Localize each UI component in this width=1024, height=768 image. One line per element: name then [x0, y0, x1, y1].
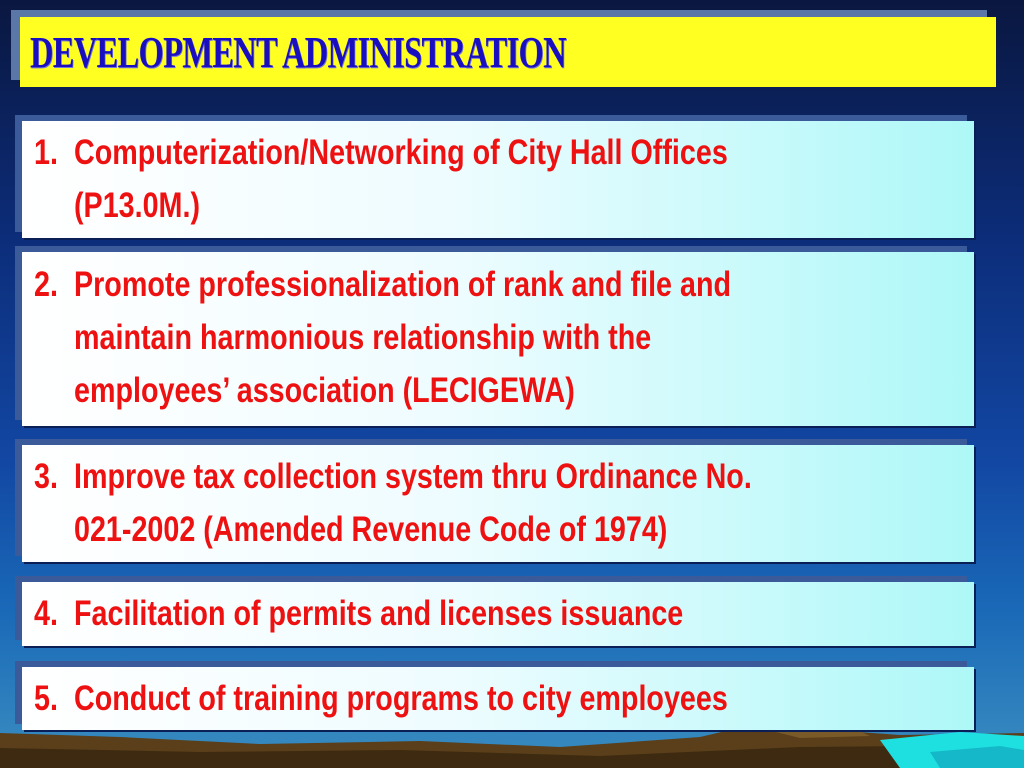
slide-title: DEVELOPMENT ADMINISTRATION	[30, 27, 566, 77]
item-text: Conduct of training programs to city employees	[74, 679, 728, 718]
title-bar	[20, 17, 996, 87]
item-number: 5.	[34, 679, 58, 718]
agenda-item-5	[22, 667, 974, 730]
item-text: Improve tax collection system thru Ordinance No. 021-2002 (Amended Revenue Code of 1974)	[74, 457, 752, 549]
agenda-item-4	[22, 582, 974, 646]
item-text: Promote professionalization of rank and file and maintain harmonious relationship with the employees’ association (LECIGEWA)	[74, 265, 732, 410]
item-number: 2.	[34, 265, 58, 304]
agenda-item-3	[22, 445, 974, 562]
agenda-item-1	[22, 121, 974, 238]
item-number: 1.	[34, 133, 58, 172]
item-number: 3.	[34, 457, 58, 496]
item-text: Facilitation of permits and licenses issuance	[74, 594, 684, 633]
item-number: 4.	[34, 594, 58, 633]
item-text: Computerization/Networking of City Hall Offices (P13.0M.)	[74, 133, 728, 225]
agenda-item-2	[22, 252, 974, 426]
